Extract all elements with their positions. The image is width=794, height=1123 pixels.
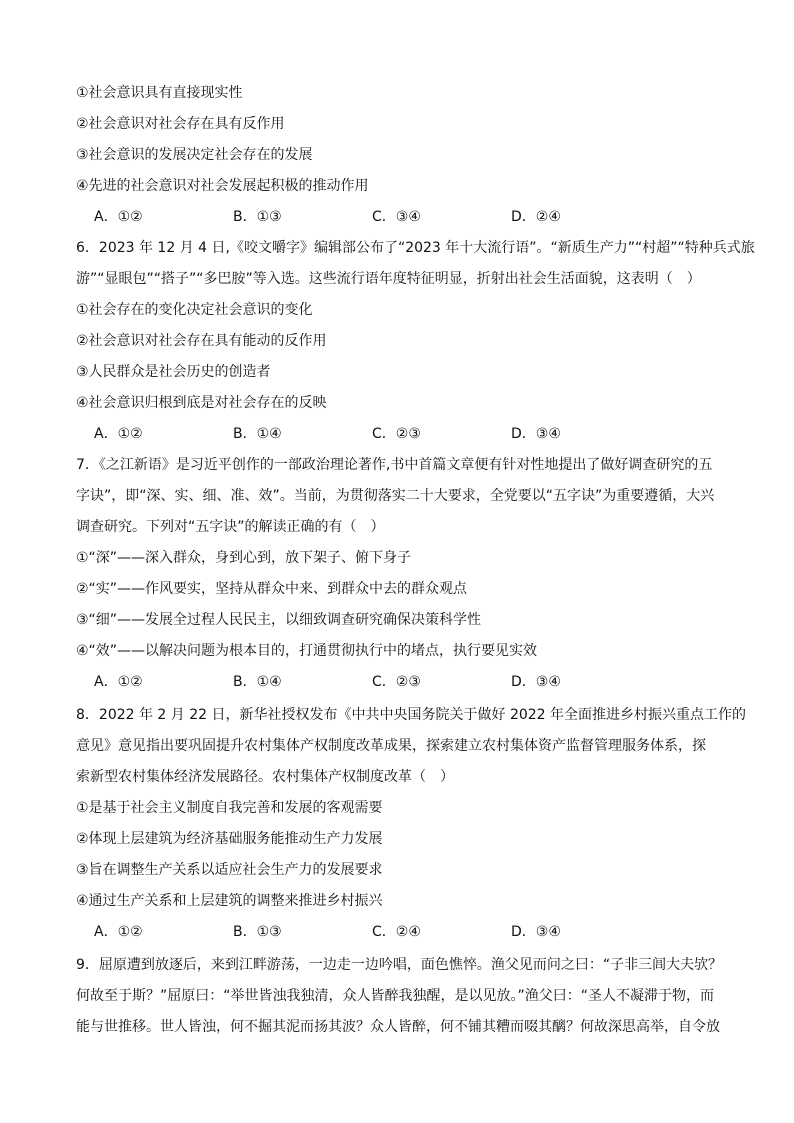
statement: ④通过生产关系和上层建筑的调整来推进乡村振兴 bbox=[76, 893, 383, 909]
question-stem: 9．屈原遭到放逐后，来到江畔游荡，一边走一边吟唱，面色憔悴。渔父见而问之曰：“子非三闾大夫欤？ bbox=[76, 957, 723, 973]
question-stem: 游”“显眼包”“搭子”“多巴胺”等入选。这些流行语年度特征明显，折射出社会生活面貌，这表明（ ） bbox=[76, 271, 701, 287]
question-stem: 意见》意见指出要巩固提升农村集体产权制度改革成果，探索建立农村集体资产监督管理服务体系，探 bbox=[76, 738, 706, 754]
statement: ②“实”——作风要实，坚持从群众中来、到群众中去的群众观点 bbox=[76, 581, 468, 597]
question-stem: 何故至于斯？”屈原曰：“举世皆浊我独清，众人皆醉我独醒，是以见放。”渔父曰：“圣人不凝滞于物，而 bbox=[76, 988, 715, 1004]
question-stem: 6．2023 年 12 月 4 日,《咬文嚼字》编辑部公布了“2023 年十大流行语”。“新质生产力”“村超”“特种兵式旅 bbox=[76, 240, 755, 256]
question-stem: 8．2022 年 2 月 22 日，新华社授权发布《中共中央国务院关于做好 2022 年全面推进乡村振兴重点工作的 bbox=[76, 707, 747, 723]
option-c[interactable]: C．②③ bbox=[372, 674, 421, 690]
option-a[interactable]: A．①② bbox=[94, 674, 143, 690]
option-c[interactable]: C．③④ bbox=[372, 209, 421, 225]
statement: ④“效”——以解决问题为根本目的，打通贯彻执行中的堵点，执行要见实效 bbox=[76, 643, 538, 659]
statement: ①社会存在的变化决定社会意识的变化 bbox=[76, 302, 313, 318]
option-d[interactable]: D．③④ bbox=[511, 674, 561, 690]
statement: ③旨在调整生产关系以适应社会生产力的发展要求 bbox=[76, 862, 383, 878]
statement: ①是基于社会主义制度自我完善和发展的客观需要 bbox=[76, 800, 383, 816]
option-a[interactable]: A．①② bbox=[94, 426, 143, 442]
option-c[interactable]: C．②④ bbox=[372, 924, 421, 940]
statement: ④先进的社会意识对社会发展起积极的推动作用 bbox=[76, 178, 369, 194]
statement: ①“深”——深入群众，身到心到，放下架子、俯下身子 bbox=[76, 550, 412, 566]
question-stem: 字诀”，即“深、实、细、准、效”。当前，为贯彻落实二十大要求，全党要以“五字诀”为重要遵循，大兴 bbox=[76, 488, 715, 504]
question-stem: 7．《之江新语》是习近平创作的一部政治理论著作,书中首篇文章便有针对性地提出了做好调查研究的五 bbox=[76, 457, 713, 473]
option-b[interactable]: B．①④ bbox=[233, 426, 282, 442]
statement: ④社会意识归根到底是对社会存在的反映 bbox=[76, 395, 327, 411]
statement: ①社会意识具有直接现实性 bbox=[76, 85, 243, 101]
statement: ②体现上层建筑为经济基础服务能推动生产力发展 bbox=[76, 831, 383, 847]
option-b[interactable]: B．①③ bbox=[233, 209, 282, 225]
question-stem: 能与世推移。世人皆浊，何不掘其泥而扬其波？众人皆醉，何不铺其糟而啜其醨？何故深思高举，自令放 bbox=[76, 1019, 720, 1035]
answer-options bbox=[76, 667, 722, 698]
option-d[interactable]: D．③④ bbox=[511, 924, 561, 940]
statement: ②社会意识对社会存在具有反作用 bbox=[76, 116, 285, 132]
answer-options bbox=[76, 202, 722, 233]
question-7 bbox=[76, 450, 722, 698]
question-stem: 索新型农村集体经济发展路径。农村集体产权制度改革（ ） bbox=[76, 769, 454, 785]
option-a[interactable]: A．①② bbox=[94, 209, 143, 225]
option-c[interactable]: C．②③ bbox=[372, 426, 421, 442]
option-d[interactable]: D．③④ bbox=[511, 426, 561, 442]
statement: ③“细”——发展全过程人民民主，以细致调查研究确保决策科学性 bbox=[76, 612, 482, 628]
option-d[interactable]: D．②④ bbox=[511, 209, 561, 225]
option-b[interactable]: B．①③ bbox=[233, 924, 282, 940]
question-6 bbox=[76, 233, 755, 450]
question-8 bbox=[76, 700, 747, 948]
option-b[interactable]: B．①④ bbox=[233, 674, 282, 690]
question-9 bbox=[76, 950, 722, 1043]
answer-options bbox=[76, 419, 722, 450]
option-a[interactable]: A．①② bbox=[94, 924, 143, 940]
answer-options bbox=[76, 917, 722, 948]
question-stem: 调查研究。下列对“五字诀”的解读正确的有（ ） bbox=[76, 519, 385, 535]
statement: ③人民群众是社会历史的创造者 bbox=[76, 364, 271, 380]
statement: ②社会意识对社会存在具有能动的反作用 bbox=[76, 333, 327, 349]
question-5 bbox=[76, 78, 722, 233]
statement: ③社会意识的发展决定社会存在的发展 bbox=[76, 147, 313, 163]
